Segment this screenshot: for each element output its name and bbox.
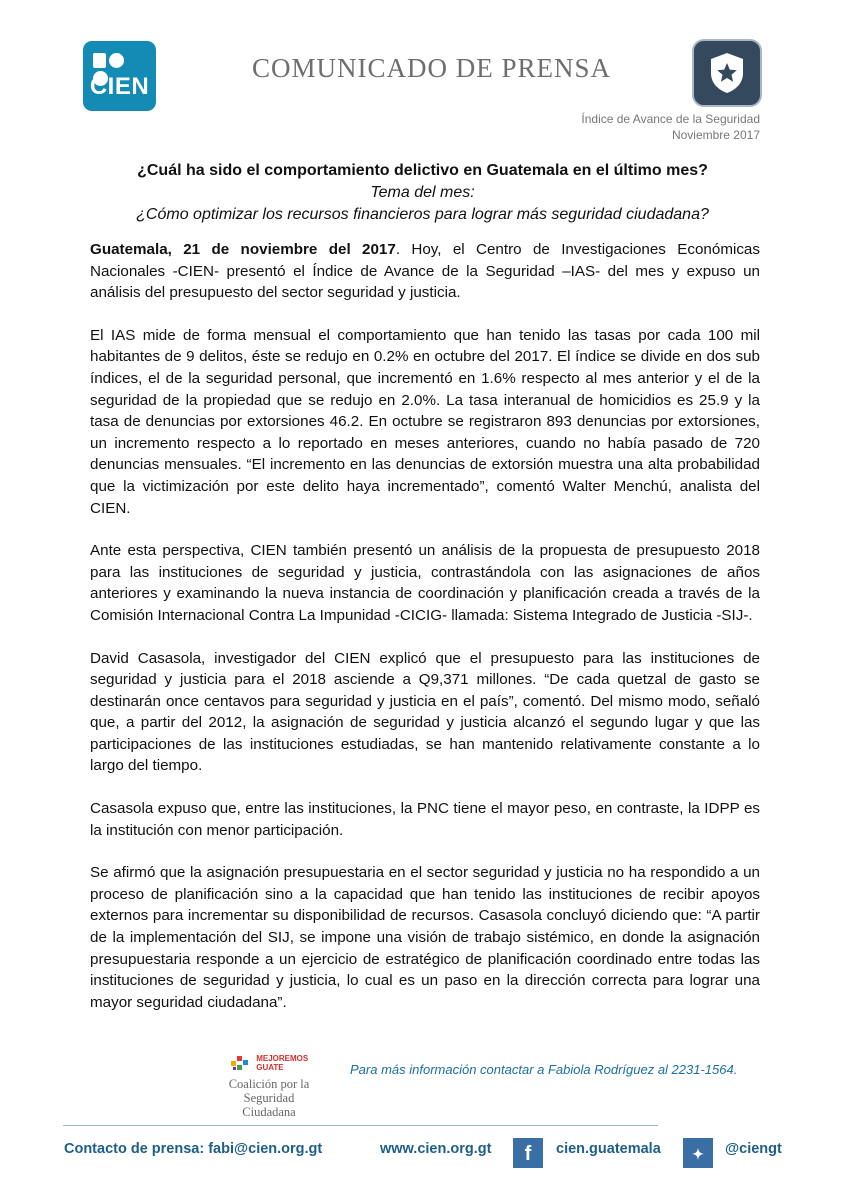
footer: [0, 1138, 845, 1165]
paragraph-3: Ante esta perspectiva, CIEN también presentó un análisis de la propuesta de presupuesto 2018 para las instituciones de seguridad y justicia, contrastándola con las asignaciones de años anteriores y examinando la nueva instancia de coordinación y planificación creada a través de la Comisión Internacional Contra La Impunidad -CICIG- llamada: Sistema Integrado de Justicia -SIJ-.: [90, 542, 760, 624]
index-info: [581, 111, 760, 143]
coalition-logo: [217, 1053, 321, 1119]
paragraph-6: Se afirmó que la asignación presupuestaria en el sector seguridad y justicia no ha respondido a un proceso de planificación sino a la capacidad que han tenido las instituciones de recibir apoyos externos para incrementar su disponibilidad de recursos. Casasola concluyó diciendo que: “A partir de la implementación del SIJ, se impone una visión de trabajo sistémico, en donde la asignación presupuestaria responde a un ejercicio de estratégico de planificación coordinado entre todas las instituciones de seguridad y justicia, lo cual es un paso en la dirección correcta para lograr una mayor seguridad ciudadana”.: [90, 864, 760, 1011]
paragraph-2: El IAS mide de forma mensual el comportamiento que han tenido las tasas por cada 100 mil habitantes de 9 delitos, éste se redujo en 0.2% en octubre del 2017. El índice se divide en dos sub índices, el de la seguridad personal, que incrementó en 1.6% respecto al mes anterior y el de la seguridad de la propiedad que se redujo en 2.0%. La tasa interanual de homicidios es 25.9 y la tasa de denuncias por extorsiones 46.2. En octubre se registraron 893 denuncias por extorsiones, un incremento respecto a lo reportado en meses anteriores, cuando no había pasado de 720 denuncias mensuales. “El incremento en las denuncias de extorsión muestra una alta probabilidad que la victimización por este delito haya incrementado”, comentó Walter Menchú, analista del CIEN.: [90, 326, 760, 517]
cien-logo-text: CIEN: [89, 73, 150, 100]
paragraph-1: [90, 239, 760, 304]
topic-label: Tema del mes:: [370, 184, 475, 201]
coalition-tag-line1: MEJOREMOS: [256, 1054, 309, 1063]
page-title: COMUNICADO DE PRENSA: [252, 53, 612, 83]
cien-logo-mark: [93, 53, 143, 71]
shield-icon: [708, 51, 746, 95]
twitter-icon[interactable]: ✦: [683, 1138, 713, 1168]
footer-divider: [63, 1125, 658, 1126]
paragraph-5: Casasola expuso que, entre las instituciones, la PNC tiene el mayor peso, en contraste, la IDPP es la institución con menor participación.: [90, 800, 760, 839]
facebook-icon[interactable]: f: [513, 1138, 543, 1168]
website-link[interactable]: www.cien.org.gt: [380, 1141, 492, 1157]
contact-note: Para más información contactar a Fabiola Rodríguez al 2231-1564.: [350, 1062, 738, 1077]
coalition-name: [217, 1077, 321, 1119]
press-contact-link[interactable]: Contacto de prensa: fabi@cien.org.gt: [64, 1141, 323, 1157]
cien-logo: [83, 41, 156, 111]
headline: [0, 160, 845, 226]
coalition-tag-line2: GUATE: [256, 1063, 284, 1072]
topic-title: ¿Cómo optimizar los recursos financieros para lograr más seguridad ciudadana?: [136, 206, 709, 223]
paragraph-4: David Casasola, investigador del CIEN explicó que el presupuesto para las instituciones de seguridad y justicia para el 2018 asciende a Q9,371 millones. “De cada quetzal de gasto se destinarán once centavos para seguridad y justicia en el país”, comentó. Del mismo modo, señaló que, a partir del 2012, la asignación de seguridad y justicia alcanzó el segundo lugar y que las participaciones de las instituciones estudiadas, se han mantenido relativamente constante a lo largo del tiempo.: [90, 649, 760, 775]
index-name: Índice de Avance de la Seguridad: [581, 112, 760, 126]
star-shield-icon: [692, 39, 762, 107]
dateline: Guatemala, 21 de noviembre del 2017: [90, 241, 396, 258]
headline-question: ¿Cuál ha sido el comportamiento delictivo en Guatemala en el último mes?: [137, 162, 708, 179]
paragraph-1-text: . Hoy, el Centro de Investigaciones Económicas Nacionales -CIEN- presentó el Índice de Avance de la Seguridad –IAS- del mes y expuso un análisis del presupuesto del sector seguridad y justicia.: [90, 241, 760, 302]
article-body: [90, 239, 760, 1034]
facebook-link[interactable]: cien.guatemala: [556, 1141, 661, 1157]
coalition-name-line2: Seguridad Ciudadana: [242, 1091, 296, 1119]
coalition-name-line1: Coalición por la: [228, 1077, 310, 1091]
coalition-tag: [256, 1054, 308, 1072]
twitter-link[interactable]: @ciengt: [725, 1141, 782, 1157]
index-date: Noviembre 2017: [671, 128, 760, 142]
coalition-mark-icon: [230, 1053, 252, 1073]
